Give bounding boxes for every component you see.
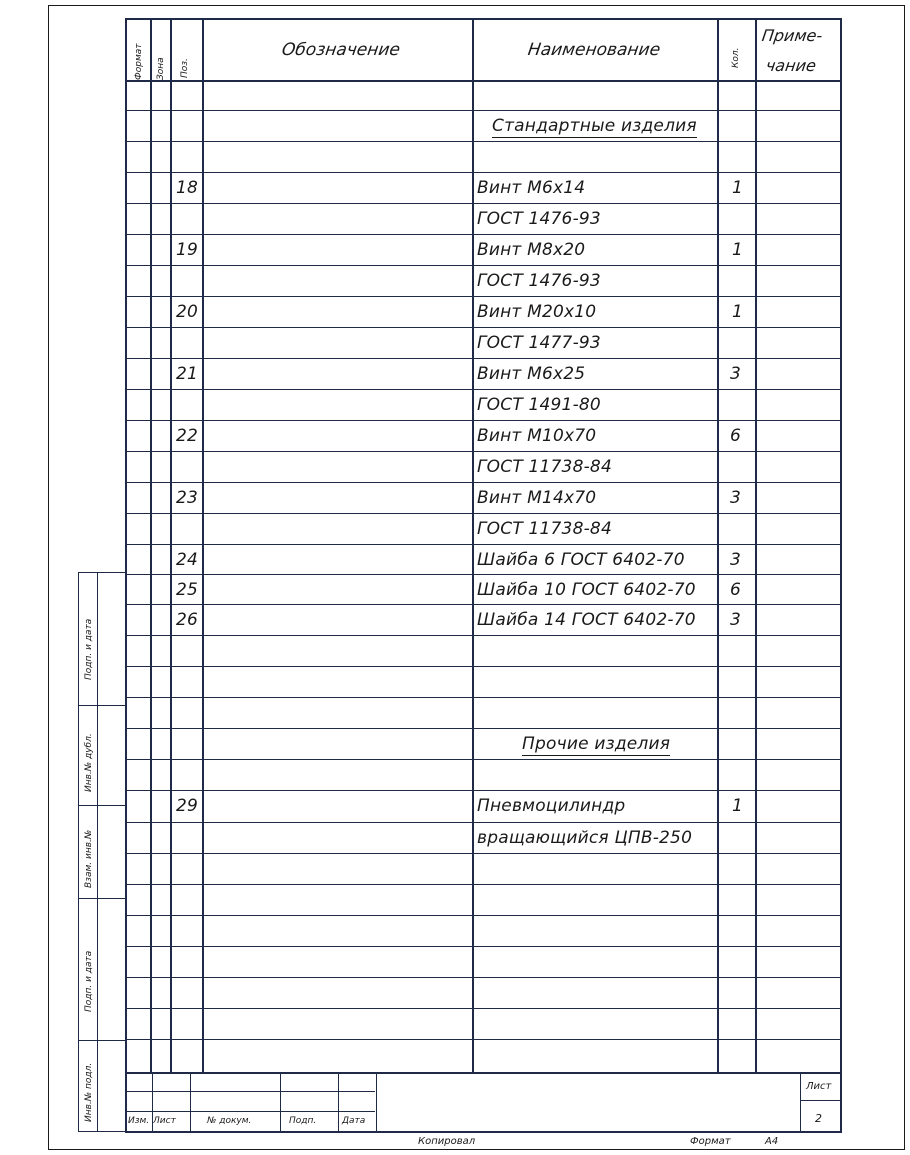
header-zone: Зона: [156, 57, 166, 80]
row-line: [125, 420, 840, 421]
row-18-qty: 1: [732, 178, 744, 198]
row-line: [125, 358, 840, 359]
row-line: [125, 790, 840, 791]
column-line: [472, 18, 474, 1072]
row-26-name: Шайба 14 ГОСТ 6402-70: [477, 610, 696, 630]
row-18-pos: 18: [176, 178, 199, 198]
side-inv-orig: Инв.№ подл.: [84, 1062, 94, 1122]
header-designation: Обозначение: [280, 40, 402, 60]
row-24-name: Шайба 6 ГОСТ 6402-70: [477, 550, 685, 570]
row-line: [125, 265, 840, 266]
row-line: [125, 1008, 840, 1009]
row-29-name: Пневмоцилиндр: [477, 796, 626, 816]
row-22-pos: 22: [176, 426, 199, 446]
side-strip-inner-line: [97, 572, 98, 1132]
row-23-qty: 3: [730, 488, 742, 508]
header-name: Наименование: [526, 40, 662, 60]
tb-izm: Изм.: [128, 1116, 150, 1126]
row-line: [125, 759, 840, 760]
row-line: [125, 915, 840, 916]
header-qty: Кол.: [731, 47, 741, 68]
side-strip-row-line: [78, 572, 125, 573]
row-29-pos: 29: [176, 796, 199, 816]
row-19-pos: 19: [176, 240, 199, 260]
row-23-name: Винт М14х70: [477, 488, 597, 508]
side-sign-date-1: Подп. и дата: [84, 618, 94, 680]
row-line: [125, 604, 840, 605]
row-25-qty: 6: [730, 580, 742, 600]
tb-date: Дата: [342, 1116, 366, 1126]
title-block-column-line: [190, 1072, 191, 1132]
row-line: [125, 296, 840, 297]
row-line: [125, 728, 840, 729]
row-21-qty: 3: [730, 364, 742, 384]
row-29-name-cont: вращающийся ЦПВ-250: [477, 828, 693, 848]
tb-sheet-number: 2: [815, 1112, 822, 1125]
row-line: [125, 853, 840, 854]
row-line: [125, 977, 840, 978]
header-pos: Поз.: [180, 58, 190, 78]
section-other-items: Прочие изделия: [522, 734, 671, 754]
side-strip-row-line: [78, 805, 125, 806]
frame-left-line: [125, 18, 127, 1132]
title-block-sheet-divider: [800, 1100, 840, 1101]
row-18-name: Винт М6х14: [477, 178, 586, 198]
column-line: [717, 18, 719, 1072]
row-line: [125, 389, 840, 390]
tb-list: Лист: [153, 1116, 176, 1126]
row-19-qty: 1: [732, 240, 744, 260]
row-24-pos: 24: [176, 550, 199, 570]
side-strip-row-line: [78, 705, 125, 706]
row-20-standard: ГОСТ 1477-93: [477, 333, 601, 353]
row-19-standard: ГОСТ 1476-93: [477, 271, 601, 291]
row-line: [125, 574, 840, 575]
row-22-standard: ГОСТ 11738-84: [477, 457, 612, 477]
row-29-qty: 1: [732, 796, 744, 816]
row-19-name: Винт М8х20: [477, 240, 586, 260]
row-line: [125, 203, 840, 204]
side-strip-bottom-line: [78, 1131, 125, 1132]
column-line: [202, 18, 204, 1072]
row-line: [125, 482, 840, 483]
column-line: [170, 18, 172, 1072]
side-strip-row-line: [78, 1040, 125, 1041]
row-line: [125, 697, 840, 698]
tb-sign: Подп.: [289, 1116, 317, 1126]
row-25-name: Шайба 10 ГОСТ 6402-70: [477, 580, 696, 600]
row-line: [125, 884, 840, 885]
row-line: [125, 141, 840, 142]
side-sign-date-2: Подп. и дата: [84, 950, 94, 1012]
header-bottom-line: [125, 80, 840, 82]
row-line: [125, 513, 840, 514]
title-block-column-line: [376, 1072, 377, 1132]
sheet-outer-border: [48, 5, 905, 1150]
title-block-top-line: [125, 1072, 840, 1074]
row-25-pos: 25: [176, 580, 199, 600]
header-note-line1: Приме-: [760, 26, 824, 45]
row-20-qty: 1: [732, 302, 744, 322]
side-replace-inv: Взам. инв.№: [84, 829, 94, 888]
tb-doc-no: № докум.: [207, 1116, 252, 1126]
row-20-name: Винт М20х10: [477, 302, 597, 322]
row-23-standard: ГОСТ 11738-84: [477, 519, 612, 539]
row-line: [125, 822, 840, 823]
side-strip-outer-line: [78, 572, 79, 1132]
frame-bottom-line: [125, 1131, 842, 1133]
title-block-column-line: [280, 1072, 281, 1132]
row-line: [125, 110, 840, 111]
header-format: Формат: [134, 43, 144, 80]
frame-top-line: [125, 18, 842, 20]
row-line: [125, 327, 840, 328]
row-22-qty: 6: [730, 426, 742, 446]
side-inv-dup: Инв.№ дубл.: [84, 733, 94, 792]
row-24-qty: 3: [730, 550, 742, 570]
header-note-line2: чание: [764, 56, 818, 75]
row-23-pos: 23: [176, 488, 199, 508]
row-line: [125, 946, 840, 947]
row-line: [125, 544, 840, 545]
row-line: [125, 635, 840, 636]
side-strip-row-line: [78, 898, 125, 899]
section-standard-items: Стандартные изделия: [492, 116, 697, 136]
row-line: [125, 172, 840, 173]
row-21-name: Винт М6х25: [477, 364, 586, 384]
row-line: [125, 451, 840, 452]
footer-format-value: А4: [765, 1136, 779, 1147]
row-line: [125, 666, 840, 667]
row-line: [125, 234, 840, 235]
column-line: [755, 18, 757, 1072]
row-21-pos: 21: [176, 364, 199, 384]
frame-right-line: [840, 18, 842, 1132]
row-20-pos: 20: [176, 302, 199, 322]
footer-format-label: Формат: [690, 1136, 731, 1147]
row-22-name: Винт М10х70: [477, 426, 597, 446]
tb-sheet-label: Лист: [806, 1081, 832, 1092]
row-26-pos: 26: [176, 610, 199, 630]
row-18-standard: ГОСТ 1476-93: [477, 209, 601, 229]
row-26-qty: 3: [730, 610, 742, 630]
title-block-column-line: [338, 1072, 339, 1132]
column-line: [150, 18, 152, 1072]
title-block-sheet-column: [800, 1072, 801, 1132]
row-line: [125, 1039, 840, 1040]
footer-copied: Копировал: [418, 1136, 476, 1147]
row-21-standard: ГОСТ 1491-80: [477, 395, 601, 415]
